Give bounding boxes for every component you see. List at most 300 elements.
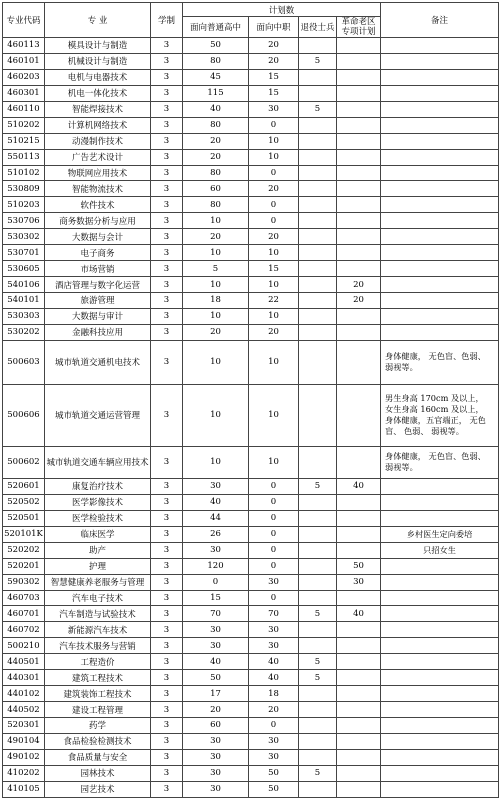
cell-general-hs: 26 bbox=[183, 526, 249, 542]
cell-years: 3 bbox=[151, 101, 183, 117]
cell-remarks bbox=[381, 606, 499, 622]
cell-vocational: 30 bbox=[249, 622, 299, 638]
cell-revolutionary bbox=[337, 526, 381, 542]
cell-major: 护理 bbox=[45, 558, 151, 574]
cell-veterans bbox=[299, 590, 337, 606]
cell-revolutionary bbox=[337, 38, 381, 54]
header-general-hs: 面向普通高中 bbox=[183, 17, 249, 38]
cell-revolutionary: 40 bbox=[337, 606, 381, 622]
cell-veterans bbox=[299, 85, 337, 101]
cell-remarks bbox=[381, 654, 499, 670]
cell-vocational: 10 bbox=[249, 149, 299, 165]
cell-revolutionary bbox=[337, 340, 381, 384]
cell-remarks bbox=[381, 181, 499, 197]
table-row bbox=[3, 245, 499, 261]
cell-revolutionary: 20 bbox=[337, 293, 381, 309]
table-row bbox=[3, 749, 499, 765]
cell-revolutionary bbox=[337, 542, 381, 558]
cell-major: 建设工程管理 bbox=[45, 702, 151, 718]
cell-veterans: 5 bbox=[299, 478, 337, 494]
cell-years: 3 bbox=[151, 133, 183, 149]
header-code: 专业代码 bbox=[3, 3, 45, 38]
cell-code: 520201 bbox=[3, 558, 45, 574]
table-row bbox=[3, 733, 499, 749]
cell-revolutionary: 20 bbox=[337, 277, 381, 293]
cell-remarks bbox=[381, 117, 499, 133]
cell-code: 490102 bbox=[3, 749, 45, 765]
table-row bbox=[3, 654, 499, 670]
cell-years: 3 bbox=[151, 526, 183, 542]
cell-revolutionary: 30 bbox=[337, 574, 381, 590]
table-row bbox=[3, 526, 499, 542]
table-row bbox=[3, 261, 499, 277]
cell-code: 530706 bbox=[3, 213, 45, 229]
table-row bbox=[3, 765, 499, 781]
cell-years: 3 bbox=[151, 510, 183, 526]
cell-remarks bbox=[381, 38, 499, 54]
cell-years: 3 bbox=[151, 324, 183, 340]
cell-veterans bbox=[299, 277, 337, 293]
cell-veterans bbox=[299, 494, 337, 510]
cell-major: 建筑工程技术 bbox=[45, 670, 151, 686]
cell-major: 大数据与会计 bbox=[45, 229, 151, 245]
cell-major: 电机与电器技术 bbox=[45, 69, 151, 85]
cell-vocational: 0 bbox=[249, 542, 299, 558]
cell-vocational: 70 bbox=[249, 606, 299, 622]
cell-code: 500602 bbox=[3, 446, 45, 478]
cell-veterans bbox=[299, 384, 337, 446]
cell-vocational: 15 bbox=[249, 261, 299, 277]
cell-general-hs: 20 bbox=[183, 702, 249, 718]
cell-vocational: 10 bbox=[249, 245, 299, 261]
cell-major: 大数据与审计 bbox=[45, 308, 151, 324]
cell-veterans bbox=[299, 38, 337, 54]
cell-major: 机电一体化技术 bbox=[45, 85, 151, 101]
cell-vocational: 30 bbox=[249, 574, 299, 590]
cell-code: 460203 bbox=[3, 69, 45, 85]
cell-vocational: 50 bbox=[249, 781, 299, 797]
cell-remarks bbox=[381, 590, 499, 606]
cell-years: 3 bbox=[151, 558, 183, 574]
cell-years: 3 bbox=[151, 590, 183, 606]
cell-code: 520202 bbox=[3, 542, 45, 558]
cell-veterans bbox=[299, 574, 337, 590]
cell-years: 3 bbox=[151, 245, 183, 261]
table-row bbox=[3, 324, 499, 340]
cell-major: 助产 bbox=[45, 542, 151, 558]
cell-vocational: 20 bbox=[249, 53, 299, 69]
cell-veterans bbox=[299, 558, 337, 574]
table-row bbox=[3, 117, 499, 133]
cell-code: 490104 bbox=[3, 733, 45, 749]
cell-revolutionary bbox=[337, 446, 381, 478]
cell-major: 软件技术 bbox=[45, 197, 151, 213]
cell-code: 440102 bbox=[3, 686, 45, 702]
cell-general-hs: 80 bbox=[183, 117, 249, 133]
cell-general-hs: 70 bbox=[183, 606, 249, 622]
cell-code: 520101K bbox=[3, 526, 45, 542]
cell-major: 药学 bbox=[45, 718, 151, 734]
header-major: 专 业 bbox=[45, 3, 151, 38]
cell-years: 3 bbox=[151, 85, 183, 101]
cell-code: 410105 bbox=[3, 781, 45, 797]
cell-revolutionary bbox=[337, 308, 381, 324]
cell-vocational: 0 bbox=[249, 558, 299, 574]
cell-vocational: 10 bbox=[249, 446, 299, 478]
cell-major: 电子商务 bbox=[45, 245, 151, 261]
cell-vocational: 20 bbox=[249, 324, 299, 340]
cell-code: 460702 bbox=[3, 622, 45, 638]
cell-years: 3 bbox=[151, 542, 183, 558]
table-row bbox=[3, 686, 499, 702]
cell-code: 510215 bbox=[3, 133, 45, 149]
cell-general-hs: 30 bbox=[183, 638, 249, 654]
cell-general-hs: 40 bbox=[183, 654, 249, 670]
cell-major: 汽车技术服务与营销 bbox=[45, 638, 151, 654]
cell-years: 3 bbox=[151, 149, 183, 165]
cell-general-hs: 120 bbox=[183, 558, 249, 574]
cell-major: 模具设计与制造 bbox=[45, 38, 151, 54]
cell-vocational: 0 bbox=[249, 590, 299, 606]
table-row bbox=[3, 293, 499, 309]
cell-vocational: 0 bbox=[249, 478, 299, 494]
cell-revolutionary bbox=[337, 654, 381, 670]
cell-vocational: 20 bbox=[249, 229, 299, 245]
cell-code: 520301 bbox=[3, 718, 45, 734]
table-row bbox=[3, 558, 499, 574]
table-body bbox=[3, 38, 499, 798]
cell-remarks bbox=[381, 133, 499, 149]
cell-major: 机械设计与制造 bbox=[45, 53, 151, 69]
header-veterans: 退役士兵 bbox=[299, 17, 337, 38]
cell-major: 智能焊接技术 bbox=[45, 101, 151, 117]
cell-vocational: 40 bbox=[249, 670, 299, 686]
cell-remarks bbox=[381, 101, 499, 117]
cell-years: 3 bbox=[151, 446, 183, 478]
cell-years: 3 bbox=[151, 494, 183, 510]
cell-general-hs: 60 bbox=[183, 718, 249, 734]
cell-years: 3 bbox=[151, 181, 183, 197]
table-row bbox=[3, 277, 499, 293]
table-row bbox=[3, 229, 499, 245]
table-header bbox=[3, 3, 499, 38]
cell-vocational: 30 bbox=[249, 101, 299, 117]
cell-major: 旅游管理 bbox=[45, 293, 151, 309]
cell-vocational: 30 bbox=[249, 638, 299, 654]
cell-years: 3 bbox=[151, 606, 183, 622]
cell-revolutionary bbox=[337, 702, 381, 718]
table-row bbox=[3, 574, 499, 590]
cell-veterans: 5 bbox=[299, 101, 337, 117]
cell-remarks: 身体健康， 无色盲、色弱、弱视等。 bbox=[381, 340, 499, 384]
header-revolutionary: 革命老区专项计划 bbox=[337, 17, 381, 38]
cell-vocational: 10 bbox=[249, 308, 299, 324]
cell-years: 3 bbox=[151, 293, 183, 309]
cell-vocational: 20 bbox=[249, 702, 299, 718]
cell-years: 3 bbox=[151, 165, 183, 181]
cell-years: 3 bbox=[151, 197, 183, 213]
cell-major: 工程造价 bbox=[45, 654, 151, 670]
cell-remarks bbox=[381, 686, 499, 702]
cell-vocational: 15 bbox=[249, 85, 299, 101]
cell-major: 城市轨道交通机电技术 bbox=[45, 340, 151, 384]
cell-revolutionary bbox=[337, 261, 381, 277]
cell-general-hs: 10 bbox=[183, 340, 249, 384]
cell-code: 520601 bbox=[3, 478, 45, 494]
cell-general-hs: 10 bbox=[183, 213, 249, 229]
cell-vocational: 22 bbox=[249, 293, 299, 309]
cell-general-hs: 40 bbox=[183, 494, 249, 510]
table-row bbox=[3, 590, 499, 606]
cell-major: 智能物流技术 bbox=[45, 181, 151, 197]
cell-revolutionary bbox=[337, 510, 381, 526]
cell-revolutionary bbox=[337, 197, 381, 213]
cell-years: 3 bbox=[151, 38, 183, 54]
cell-major: 临床医学 bbox=[45, 526, 151, 542]
cell-vocational: 0 bbox=[249, 117, 299, 133]
cell-revolutionary bbox=[337, 245, 381, 261]
cell-remarks bbox=[381, 245, 499, 261]
enrollment-plan-table bbox=[2, 2, 499, 798]
cell-general-hs: 30 bbox=[183, 781, 249, 797]
cell-major: 金融科技应用 bbox=[45, 324, 151, 340]
cell-general-hs: 18 bbox=[183, 293, 249, 309]
cell-veterans bbox=[299, 197, 337, 213]
cell-remarks bbox=[381, 478, 499, 494]
cell-general-hs: 10 bbox=[183, 245, 249, 261]
table-row bbox=[3, 213, 499, 229]
cell-general-hs: 20 bbox=[183, 133, 249, 149]
table-row bbox=[3, 494, 499, 510]
cell-revolutionary bbox=[337, 733, 381, 749]
cell-vocational: 0 bbox=[249, 718, 299, 734]
cell-veterans bbox=[299, 293, 337, 309]
cell-revolutionary: 50 bbox=[337, 558, 381, 574]
cell-general-hs: 60 bbox=[183, 181, 249, 197]
cell-remarks bbox=[381, 69, 499, 85]
cell-veterans bbox=[299, 261, 337, 277]
cell-code: 530809 bbox=[3, 181, 45, 197]
cell-revolutionary bbox=[337, 117, 381, 133]
cell-revolutionary bbox=[337, 384, 381, 446]
cell-veterans bbox=[299, 781, 337, 797]
cell-years: 3 bbox=[151, 261, 183, 277]
cell-remarks bbox=[381, 308, 499, 324]
cell-major: 建筑装饰工程技术 bbox=[45, 686, 151, 702]
cell-vocational: 10 bbox=[249, 133, 299, 149]
cell-remarks bbox=[381, 197, 499, 213]
cell-general-hs: 80 bbox=[183, 53, 249, 69]
cell-major: 医学影像技术 bbox=[45, 494, 151, 510]
table-row bbox=[3, 384, 499, 446]
cell-veterans bbox=[299, 308, 337, 324]
cell-remarks bbox=[381, 324, 499, 340]
cell-veterans bbox=[299, 324, 337, 340]
cell-major: 广告艺术设计 bbox=[45, 149, 151, 165]
cell-remarks bbox=[381, 702, 499, 718]
cell-general-hs: 5 bbox=[183, 261, 249, 277]
cell-remarks bbox=[381, 749, 499, 765]
cell-vocational: 0 bbox=[249, 526, 299, 542]
cell-vocational: 20 bbox=[249, 181, 299, 197]
cell-revolutionary bbox=[337, 718, 381, 734]
cell-code: 460113 bbox=[3, 38, 45, 54]
cell-general-hs: 30 bbox=[183, 478, 249, 494]
cell-vocational: 0 bbox=[249, 165, 299, 181]
cell-vocational: 20 bbox=[249, 38, 299, 54]
cell-years: 3 bbox=[151, 574, 183, 590]
cell-code: 460101 bbox=[3, 53, 45, 69]
table-row bbox=[3, 781, 499, 797]
cell-code: 440301 bbox=[3, 670, 45, 686]
cell-major: 新能源汽车技术 bbox=[45, 622, 151, 638]
cell-veterans bbox=[299, 165, 337, 181]
cell-major: 汽车电子技术 bbox=[45, 590, 151, 606]
table-row bbox=[3, 510, 499, 526]
cell-vocational: 40 bbox=[249, 654, 299, 670]
cell-general-hs: 30 bbox=[183, 765, 249, 781]
cell-vocational: 0 bbox=[249, 510, 299, 526]
cell-veterans bbox=[299, 69, 337, 85]
cell-code: 530701 bbox=[3, 245, 45, 261]
cell-years: 3 bbox=[151, 781, 183, 797]
cell-general-hs: 50 bbox=[183, 670, 249, 686]
cell-remarks bbox=[381, 638, 499, 654]
table-row bbox=[3, 85, 499, 101]
cell-major: 汽车制造与试验技术 bbox=[45, 606, 151, 622]
cell-major: 食品检验检测技术 bbox=[45, 733, 151, 749]
cell-years: 3 bbox=[151, 213, 183, 229]
cell-code: 460110 bbox=[3, 101, 45, 117]
cell-vocational: 10 bbox=[249, 277, 299, 293]
cell-veterans bbox=[299, 229, 337, 245]
cell-veterans bbox=[299, 638, 337, 654]
cell-veterans bbox=[299, 718, 337, 734]
cell-veterans bbox=[299, 510, 337, 526]
cell-vocational: 0 bbox=[249, 494, 299, 510]
cell-remarks bbox=[381, 733, 499, 749]
table-row bbox=[3, 38, 499, 54]
cell-years: 3 bbox=[151, 638, 183, 654]
cell-revolutionary bbox=[337, 53, 381, 69]
cell-years: 3 bbox=[151, 69, 183, 85]
header-plan: 计划数 bbox=[183, 3, 381, 17]
cell-general-hs: 10 bbox=[183, 384, 249, 446]
cell-general-hs: 44 bbox=[183, 510, 249, 526]
cell-veterans bbox=[299, 733, 337, 749]
cell-major: 市场营销 bbox=[45, 261, 151, 277]
table-row bbox=[3, 101, 499, 117]
cell-major: 食品质量与安全 bbox=[45, 749, 151, 765]
table-row bbox=[3, 197, 499, 213]
table-row bbox=[3, 446, 499, 478]
table-row bbox=[3, 340, 499, 384]
cell-remarks bbox=[381, 558, 499, 574]
cell-major: 城市轨道交通车辆应用技术 bbox=[45, 446, 151, 478]
cell-remarks bbox=[381, 261, 499, 277]
cell-remarks bbox=[381, 277, 499, 293]
cell-general-hs: 40 bbox=[183, 101, 249, 117]
cell-general-hs: 30 bbox=[183, 733, 249, 749]
cell-remarks bbox=[381, 293, 499, 309]
cell-remarks bbox=[381, 510, 499, 526]
cell-code: 530302 bbox=[3, 229, 45, 245]
cell-years: 3 bbox=[151, 686, 183, 702]
cell-years: 3 bbox=[151, 308, 183, 324]
cell-vocational: 0 bbox=[249, 213, 299, 229]
cell-remarks: 只招女生 bbox=[381, 542, 499, 558]
cell-vocational: 18 bbox=[249, 686, 299, 702]
cell-veterans: 5 bbox=[299, 53, 337, 69]
cell-years: 3 bbox=[151, 654, 183, 670]
table-row bbox=[3, 181, 499, 197]
cell-code: 520501 bbox=[3, 510, 45, 526]
cell-general-hs: 30 bbox=[183, 622, 249, 638]
cell-code: 460301 bbox=[3, 85, 45, 101]
cell-major: 医学检验技术 bbox=[45, 510, 151, 526]
cell-remarks bbox=[381, 229, 499, 245]
cell-veterans bbox=[299, 117, 337, 133]
cell-general-hs: 115 bbox=[183, 85, 249, 101]
cell-major: 城市轨道交通运营管理 bbox=[45, 384, 151, 446]
cell-code: 460701 bbox=[3, 606, 45, 622]
cell-general-hs: 20 bbox=[183, 324, 249, 340]
cell-code: 590302 bbox=[3, 574, 45, 590]
cell-major: 物联网应用技术 bbox=[45, 165, 151, 181]
cell-revolutionary bbox=[337, 324, 381, 340]
cell-remarks bbox=[381, 718, 499, 734]
cell-general-hs: 0 bbox=[183, 574, 249, 590]
cell-veterans bbox=[299, 213, 337, 229]
cell-general-hs: 30 bbox=[183, 542, 249, 558]
cell-years: 3 bbox=[151, 340, 183, 384]
cell-revolutionary bbox=[337, 765, 381, 781]
table-row bbox=[3, 69, 499, 85]
table-row bbox=[3, 165, 499, 181]
cell-revolutionary: 40 bbox=[337, 478, 381, 494]
cell-general-hs: 80 bbox=[183, 165, 249, 181]
cell-years: 3 bbox=[151, 765, 183, 781]
cell-veterans bbox=[299, 181, 337, 197]
cell-veterans: 5 bbox=[299, 765, 337, 781]
cell-veterans: 5 bbox=[299, 606, 337, 622]
cell-code: 540101 bbox=[3, 293, 45, 309]
cell-remarks bbox=[381, 574, 499, 590]
cell-remarks bbox=[381, 53, 499, 69]
cell-revolutionary bbox=[337, 590, 381, 606]
cell-years: 3 bbox=[151, 478, 183, 494]
table-row bbox=[3, 718, 499, 734]
cell-revolutionary bbox=[337, 69, 381, 85]
cell-years: 3 bbox=[151, 622, 183, 638]
cell-vocational: 50 bbox=[249, 765, 299, 781]
cell-veterans bbox=[299, 340, 337, 384]
cell-general-hs: 10 bbox=[183, 308, 249, 324]
cell-code: 510202 bbox=[3, 117, 45, 133]
cell-veterans bbox=[299, 542, 337, 558]
cell-veterans bbox=[299, 526, 337, 542]
cell-veterans bbox=[299, 702, 337, 718]
cell-veterans bbox=[299, 245, 337, 261]
cell-veterans: 5 bbox=[299, 654, 337, 670]
cell-code: 500606 bbox=[3, 384, 45, 446]
cell-major: 园林技术 bbox=[45, 765, 151, 781]
cell-code: 510203 bbox=[3, 197, 45, 213]
cell-years: 3 bbox=[151, 117, 183, 133]
cell-vocational: 10 bbox=[249, 340, 299, 384]
cell-vocational: 0 bbox=[249, 197, 299, 213]
cell-code: 530605 bbox=[3, 261, 45, 277]
